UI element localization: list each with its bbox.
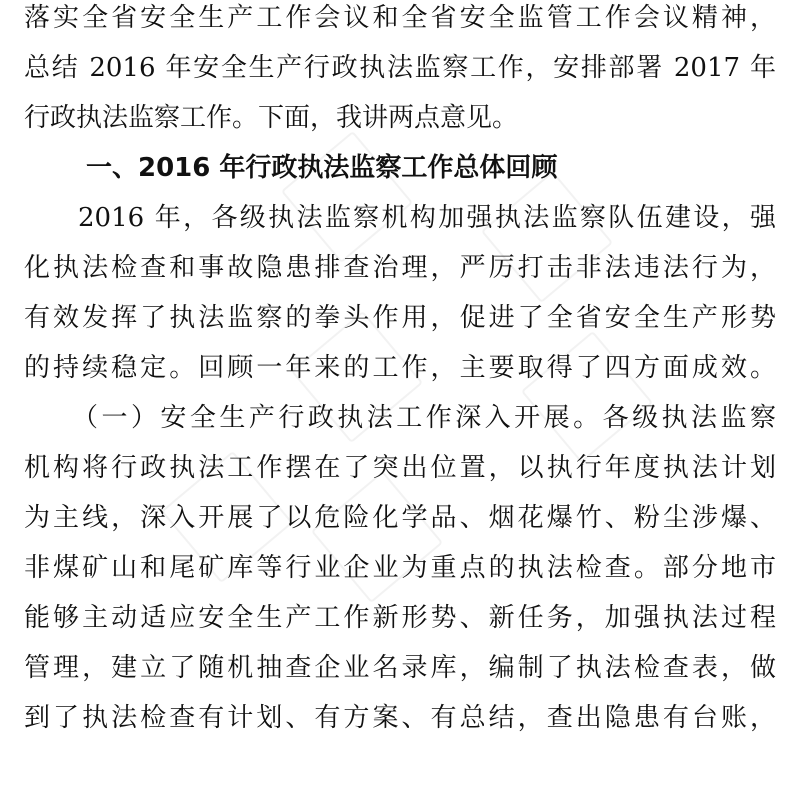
text-line: 总结 2016 年安全生产行政执法监察工作，安排部署 2017 年 — [24, 53, 776, 83]
text-line: 管理，建立了随机抽查企业名录库，编制了执法检查表，做 — [24, 653, 776, 683]
text-line: 行政执法监察工作。下面，我讲两点意见。 — [24, 103, 519, 133]
text-line: 能够主动适应安全生产工作新形势、新任务，加强执法过程 — [24, 603, 776, 633]
text-line: 落实全省安全生产工作会议和全省安全监管工作会议精神， — [24, 3, 776, 33]
text-line: 有效发挥了执法监察的拳头作用，促进了全省安全生产形势 — [24, 303, 776, 333]
section-heading: 一、2016 年行政执法监察工作总体回顾 — [86, 153, 558, 183]
text-line: 为主线，深入开展了以危险化学品、烟花爆竹、粉尘涉爆、 — [24, 503, 776, 533]
text-line: 化执法检查和事故隐患排查治理，严厉打击非法违法行为， — [24, 253, 776, 283]
text-line: 到了执法检查有计划、有方案、有总结，查出隐患有台账， — [24, 703, 776, 733]
text-line: 的持续稳定。回顾一年来的工作，主要取得了四方面成效。 — [24, 353, 776, 383]
text-line: 非煤矿山和尾矿库等行业企业为重点的执法检查。部分地市 — [24, 553, 776, 583]
subsection-text-line: （一）安全生产行政执法工作深入开展。各级执法监察 — [72, 403, 776, 433]
text-line: 2016 年，各级执法监察机构加强执法监察队伍建设，强 — [78, 203, 776, 233]
text-line: 机构将行政执法工作摆在了突出位置，以执行年度执法计划 — [24, 453, 776, 483]
